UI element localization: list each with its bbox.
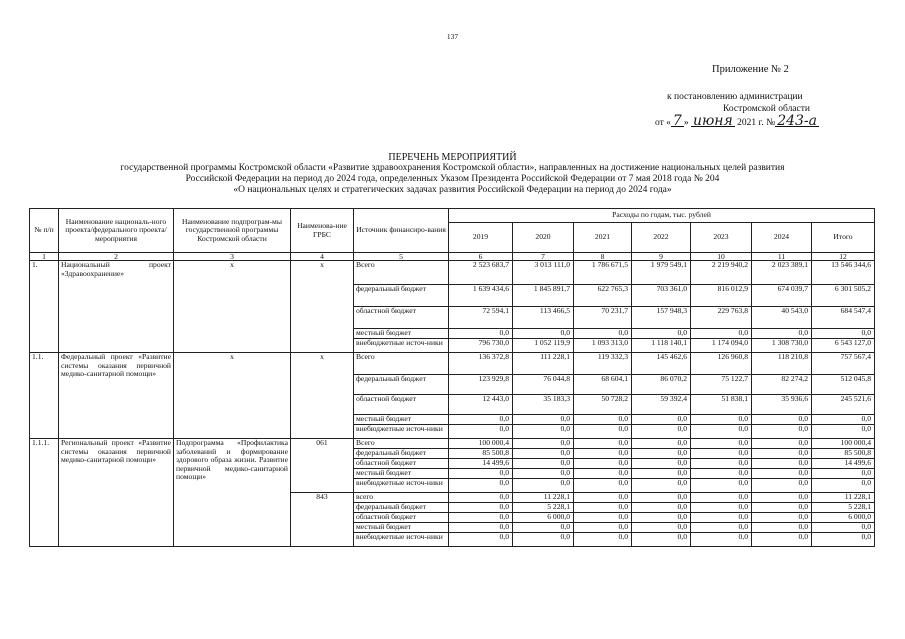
header-subprogram: Наименование подпрограм-мы государственной программы Костромской области [174,209,291,253]
value-cell: 0,0 [632,415,691,425]
activities-table [29,208,875,547]
value-cell: 6 000,0 [513,513,574,523]
column-index: 5 [354,253,449,261]
column-index: 11 [752,253,812,261]
source-regional: областной бюджет [354,395,449,415]
value-cell: 622 765,3 [574,285,632,307]
value-cell: 684 547,4 [812,307,875,329]
header-total: Итого [812,223,875,253]
value-cell: 76 044,8 [513,375,574,395]
value-cell: 0,0 [691,469,752,479]
date-prefix: от « [655,118,671,128]
value-cell: 85 500,8 [812,449,875,459]
value-cell: 816 012,9 [691,285,752,307]
value-cell: 0,0 [691,493,752,503]
value-cell: 0,0 [691,503,752,513]
value-cell: 0,0 [449,329,513,339]
date-mid: » [683,118,689,128]
value-cell: 0,0 [449,533,513,547]
handwritten-day: 7 [672,113,682,129]
subprogram-name: х [174,353,291,439]
value-cell: 0,0 [691,479,752,493]
value-cell: 0,0 [449,523,513,533]
value-cell: 512 045,8 [812,375,875,395]
header-year-2024: 2024 [752,223,812,253]
row-number: 1. [30,261,59,353]
handwritten-number: 243-а [777,113,817,129]
value-cell: 12 443,0 [449,395,513,415]
value-cell: 5 228,1 [812,503,875,513]
project-name: Федеральный проект «Развитие системы оказания первичной медико-санитарной помощи» [59,353,174,439]
value-cell: 0,0 [812,479,875,493]
project-name: Национальный проект «Здравоохранение» [59,261,174,353]
column-index: 12 [812,253,875,261]
source-local: местный бюджет [354,415,449,425]
value-cell: 70 231,7 [574,307,632,329]
value-cell: 0,0 [752,425,812,439]
value-cell: 35 936,6 [752,395,812,415]
value-cell: 59 392,4 [632,395,691,415]
value-cell: 11 228,1 [513,493,574,503]
value-cell: 145 462,6 [632,353,691,375]
column-index: 7 [513,253,574,261]
header-num: № п/п [30,209,59,253]
value-cell: 0,0 [812,415,875,425]
value-cell: 0,0 [752,415,812,425]
value-cell: 0,0 [691,329,752,339]
header-expenses: Расходы по годам, тыс. рублей [449,209,875,223]
value-cell: 0,0 [632,523,691,533]
value-cell: 0,0 [691,439,752,449]
value-cell: 0,0 [574,425,632,439]
grbs-cell: 843 [291,493,354,547]
value-cell: 0,0 [513,415,574,425]
table-row [30,353,875,375]
header-year-2019: 2019 [449,223,513,253]
title-line-2: государственной программы Костромской области «Развитие здравоохранения Костромской области», направленных на достижение национальных целей развития [120,163,785,173]
value-cell: 0,0 [574,533,632,547]
value-cell: 0,0 [574,439,632,449]
handwritten-month: июня [692,113,733,129]
appendix-date-line [655,113,819,129]
value-cell: 1 786 671,5 [574,261,632,285]
value-cell: 0,0 [691,449,752,459]
value-cell: 136 372,8 [449,353,513,375]
row-number: 1.1.1. [30,439,59,547]
value-cell: 674 039,7 [752,285,812,307]
appendix-title: Приложение № 2 [712,64,789,75]
value-cell: 0,0 [574,513,632,523]
table-body [30,253,875,547]
value-cell: 0,0 [752,459,812,469]
value-cell: 0,0 [632,479,691,493]
value-cell: 0,0 [812,329,875,339]
source-offbudget: внебюджетные источ-ники [354,533,449,547]
value-cell: 0,0 [691,513,752,523]
source-regional: областной бюджет [354,513,449,523]
column-index: 4 [291,253,354,261]
value-cell: 0,0 [574,493,632,503]
column-index: 6 [449,253,513,261]
grbs-cell: х [291,353,354,439]
value-cell: 0,0 [632,449,691,459]
title-line-1: ПЕРЕЧЕНЬ МЕРОПРИЯТИЙ [388,152,517,163]
value-cell: 0,0 [632,493,691,503]
value-cell: 113 466,5 [513,307,574,329]
column-index: 9 [632,253,691,261]
value-cell: 0,0 [752,469,812,479]
value-cell: 1 308 730,0 [752,339,812,353]
value-cell: 0,0 [632,469,691,479]
value-cell: 757 567,4 [812,353,875,375]
value-cell: 0,0 [513,425,574,439]
value-cell: 2 523 683,7 [449,261,513,285]
value-cell: 0,0 [632,439,691,449]
source-federal: федеральный бюджет [354,503,449,513]
header-year-2020: 2020 [513,223,574,253]
value-cell: 0,0 [752,513,812,523]
value-cell: 2 219 940,2 [691,261,752,285]
source-federal: федеральный бюджет [354,449,449,459]
value-cell: 1 845 891,7 [513,285,574,307]
header-year-2021: 2021 [574,223,632,253]
project-name: Региональный проект «Развитие системы оказания первичной медико-санитарной помощи» [59,439,174,547]
value-cell: 3 013 111,0 [513,261,574,285]
value-cell: 0,0 [574,459,632,469]
source-regional: областной бюджет [354,307,449,329]
value-cell: 157 948,3 [632,307,691,329]
column-index: 8 [574,253,632,261]
value-cell: 118 210,8 [752,353,812,375]
value-cell: 82 274,2 [752,375,812,395]
source-local: местный бюджет [354,469,449,479]
title-line-4: «О национальных целях и стратегических задачах развития Российской Федерации на период до 2024 года» [233,185,672,195]
value-cell: 1 979 549,1 [632,261,691,285]
subprogram-name: Подпрограмма «Профилактика заболеваний и формирование здорового образа жизни. Развитие первичной медико-санитарной помощи» [174,439,291,547]
value-cell: 35 183,3 [513,395,574,415]
value-cell: 0,0 [513,449,574,459]
value-cell: 0,0 [513,459,574,469]
value-cell: 119 332,3 [574,353,632,375]
value-cell: 0,0 [632,513,691,523]
value-cell: 0,0 [449,415,513,425]
value-cell: 703 361,0 [632,285,691,307]
header-year-2022: 2022 [632,223,691,253]
source-total: Всего [354,439,449,449]
value-cell: 0,0 [632,425,691,439]
column-index: 1 [30,253,59,261]
value-cell: 40 543,0 [752,307,812,329]
value-cell: 0,0 [574,329,632,339]
value-cell: 0,0 [449,425,513,439]
value-cell: 72 594,1 [449,307,513,329]
value-cell: 85 500,8 [449,449,513,459]
value-cell: 0,0 [513,329,574,339]
value-cell: 0,0 [752,439,812,449]
column-index: 10 [691,253,752,261]
value-cell: 1 174 094,0 [691,339,752,353]
value-cell: 0,0 [449,503,513,513]
row-number: 1.1. [30,353,59,439]
value-cell: 1 052 119,9 [513,339,574,353]
value-cell: 0,0 [513,533,574,547]
value-cell: 0,0 [812,425,875,439]
value-cell: 0,0 [574,449,632,459]
grbs-cell: 061 [291,439,354,493]
value-cell: 0,0 [574,469,632,479]
value-cell: 1 639 434,6 [449,285,513,307]
value-cell: 0,0 [632,329,691,339]
value-cell: 0,0 [513,479,574,493]
header-project: Наименование националь-ного проекта/федерального проекта/мероприятия [59,209,174,253]
value-cell: 0,0 [752,479,812,493]
value-cell: 0,0 [752,329,812,339]
value-cell: 6 000,0 [812,513,875,523]
title-line-3: Российской Федерации на период до 2024 года, определенных Указом Президента Российской Федерации от 7 мая 2018 года № 204 [185,174,720,184]
value-cell: 0,0 [513,439,574,449]
value-cell: 0,0 [691,415,752,425]
value-cell: 0,0 [632,533,691,547]
column-index: 3 [174,253,291,261]
value-cell: 0,0 [752,449,812,459]
value-cell: 0,0 [449,513,513,523]
appendix-line-region: Костромской области [723,104,810,114]
value-cell: 0,0 [752,523,812,533]
value-cell: 6 301 505,2 [812,285,875,307]
value-cell: 68 604,1 [574,375,632,395]
value-cell: 1 093 313,0 [574,339,632,353]
value-cell: 111 228,1 [513,353,574,375]
column-index: 2 [59,253,174,261]
value-cell: 50 728,2 [574,395,632,415]
value-cell: 123 929,8 [449,375,513,395]
value-cell: 0,0 [691,533,752,547]
value-cell: 0,0 [449,493,513,503]
value-cell: 0,0 [632,459,691,469]
source-local: местный бюджет [354,523,449,533]
value-cell: 0,0 [691,425,752,439]
value-cell: 126 960,8 [691,353,752,375]
value-cell: 6 543 127,0 [812,339,875,353]
source-total: Всего [354,353,449,375]
source-offbudget: внебюджетные источ-ники [354,479,449,493]
source-local: местный бюджет [354,329,449,339]
value-cell: 0,0 [812,533,875,547]
value-cell: 14 499,6 [449,459,513,469]
document-title [0,152,905,196]
value-cell: 0,0 [812,469,875,479]
value-cell: 245 521,6 [812,395,875,415]
appendix-line-decree: к постановлению администрации [667,92,803,102]
table-row [30,261,875,285]
value-cell: 13 546 344,6 [812,261,875,285]
value-cell: 51 838,1 [691,395,752,415]
value-cell: 0,0 [449,479,513,493]
source-total: всего [354,493,449,503]
value-cell: 100 000,4 [449,439,513,449]
value-cell: 2 023 389,1 [752,261,812,285]
value-cell: 0,0 [752,493,812,503]
subprogram-name: х [174,261,291,353]
value-cell: 229 763,8 [691,307,752,329]
source-offbudget: внебюджетные источ-ники [354,339,449,353]
date-year: 2021 г. № [737,118,776,128]
source-federal: федеральный бюджет [354,285,449,307]
table-row [30,439,875,449]
value-cell: 5 228,1 [513,503,574,513]
header-grbs: Наименова-ние ГРБС [291,209,354,253]
value-cell: 0,0 [513,523,574,533]
value-cell: 1 118 140,1 [632,339,691,353]
header-source: Источник финансиро-вания [354,209,449,253]
value-cell: 100 000,4 [812,439,875,449]
value-cell: 11 228,1 [812,493,875,503]
value-cell: 0,0 [574,415,632,425]
source-total: Всего [354,261,449,285]
value-cell: 0,0 [513,469,574,479]
header-year-2023: 2023 [691,223,752,253]
value-cell: 0,0 [691,459,752,469]
value-cell: 0,0 [632,503,691,513]
value-cell: 0,0 [752,503,812,513]
value-cell: 0,0 [449,469,513,479]
source-offbudget: внебюджетные источ-ники [354,425,449,439]
value-cell: 86 070,2 [632,375,691,395]
column-index-row [30,253,875,261]
value-cell: 0,0 [574,523,632,533]
value-cell: 14 499,6 [812,459,875,469]
value-cell: 0,0 [691,523,752,533]
grbs-cell: х [291,261,354,353]
value-cell: 0,0 [574,479,632,493]
value-cell: 0,0 [752,533,812,547]
page-number: 137 [446,32,459,41]
value-cell: 75 122,7 [691,375,752,395]
value-cell: 0,0 [812,523,875,533]
source-regional: областной бюджет [354,459,449,469]
value-cell: 0,0 [574,503,632,513]
value-cell: 796 730,0 [449,339,513,353]
source-federal: федеральный бюджет [354,375,449,395]
